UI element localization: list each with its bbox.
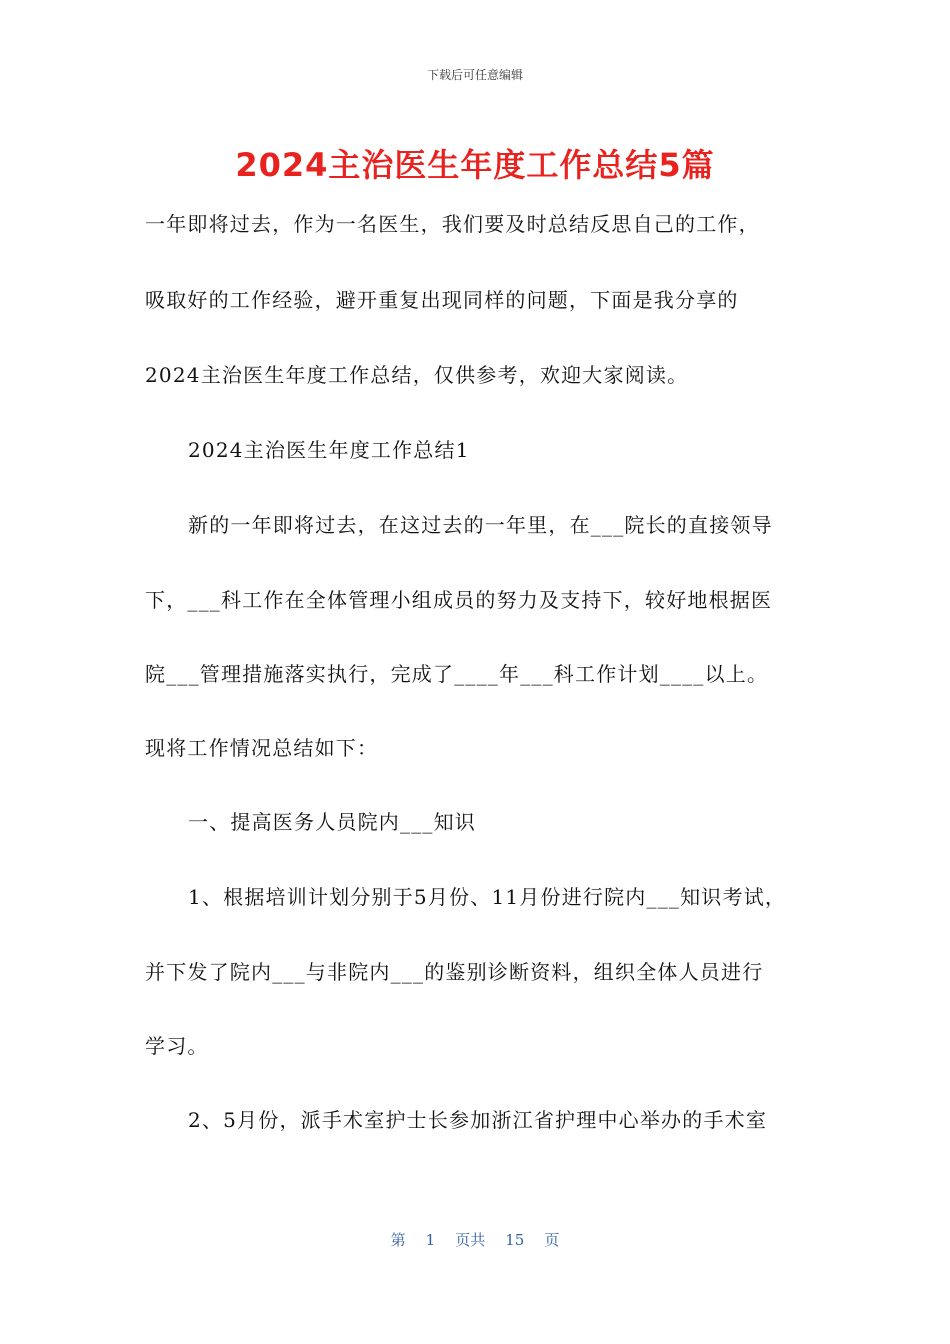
footer-page-label: 第 (390, 1231, 406, 1249)
footer-page-number: 1 (425, 1231, 436, 1249)
paragraph-line: 一年即将过去，作为一名医生，我们要及时总结反思自己的工作， (145, 212, 760, 236)
paragraph-line: 下，___科工作在全体管理小组成员的努力及支持下，较好地根据医 (145, 588, 773, 612)
paragraph-line: 院___管理措施落实执行，完成了____年___科工作计划____以上。 (145, 662, 769, 686)
footer-total-label: 页共 (455, 1231, 486, 1249)
document-title: 2024主治医生年度工作总结5篇 (235, 146, 715, 184)
paragraph-line: 2024主治医生年度工作总结，仅供参考，欢迎大家阅读。 (145, 363, 689, 387)
footer-page-suffix: 页 (544, 1231, 560, 1249)
paragraph-line: 吸取好的工作经验，避开重复出现同样的问题，下面是我分享的 (145, 288, 739, 312)
paragraph-line: 并下发了院内___与非院内___的鉴别诊断资料，组织全体人员进行 (145, 960, 764, 984)
paragraph-line: 现将工作情况总结如下： (145, 736, 379, 760)
section-heading: 2024主治医生年度工作总结1 (188, 438, 470, 462)
paragraph-line: 1、根据培训计划分别于5月份、11月份进行院内___知识考试， (188, 885, 787, 909)
paragraph-line: 学习。 (145, 1034, 209, 1058)
footer-total-pages: 15 (505, 1231, 525, 1249)
page-footer (0, 1229, 950, 1250)
paragraph-line: 新的一年即将过去，在这过去的一年里，在___院长的直接领导 (188, 513, 773, 537)
paragraph-line: 2、5月份，派手术室护士长参加浙江省护理中心举办的手术室 (188, 1108, 768, 1132)
subsection-heading: 一、提高医务人员院内___知识 (188, 810, 476, 834)
header-note: 下载后可任意编辑 (426, 68, 523, 82)
